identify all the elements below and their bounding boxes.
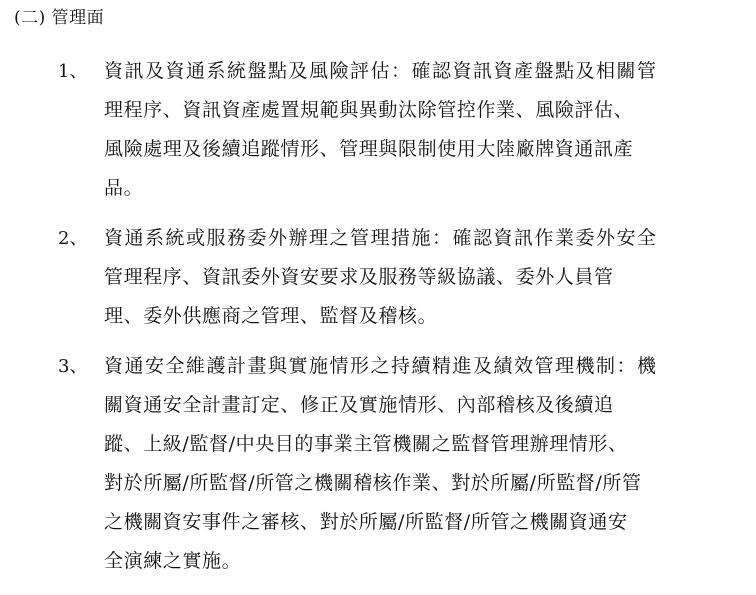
item-text-line: 風險處理及後續追蹤情形、管理與限制使用大陸廠牌資通訊產 xyxy=(104,138,634,160)
section-heading: (二) 管理面 xyxy=(14,8,105,28)
item-text-line: 理程序、資訊資產處置規範與異動汰除管控作業、風險評估、 xyxy=(104,99,634,121)
item-text-line: 之機關資安事件之審核、對於所屬/所監督/所管之機關資通安 xyxy=(104,511,628,533)
item-text-line: 品。 xyxy=(104,177,144,199)
item-text-line: 全演練之實施。 xyxy=(104,550,242,572)
item-text-line: 資訊及資通系統盤點及風險評估：確認資訊資產盤點及相關管 xyxy=(104,60,658,82)
item-text-line: 理、委外供應商之管理、監督及稽核。 xyxy=(104,305,438,327)
item-text-line: 對於所屬/所監督/所管之機關稽核作業、對於所屬/所監督/所管 xyxy=(104,472,642,494)
item-text-line: 關資通安全計畫訂定、修正及實施情形、內部稽核及後續追 xyxy=(104,394,614,416)
item-number: 2、 xyxy=(58,228,88,249)
item-number: 1、 xyxy=(58,61,88,82)
item-number: 3、 xyxy=(58,356,88,377)
item-text-line: 管理程序、資訊委外資安要求及服務等級協議、委外人員管 xyxy=(104,266,614,288)
item-text-line: 資通安全維護計畫與實施情形之持續精進及績效管理機制：機 xyxy=(104,355,658,377)
item-text-line: 資通系統或服務委外辦理之管理措施：確認資訊作業委外安全 xyxy=(104,227,658,249)
item-text-line: 蹤、上級/監督/中央目的事業主管機關之監督管理辦理情形、 xyxy=(104,433,628,455)
